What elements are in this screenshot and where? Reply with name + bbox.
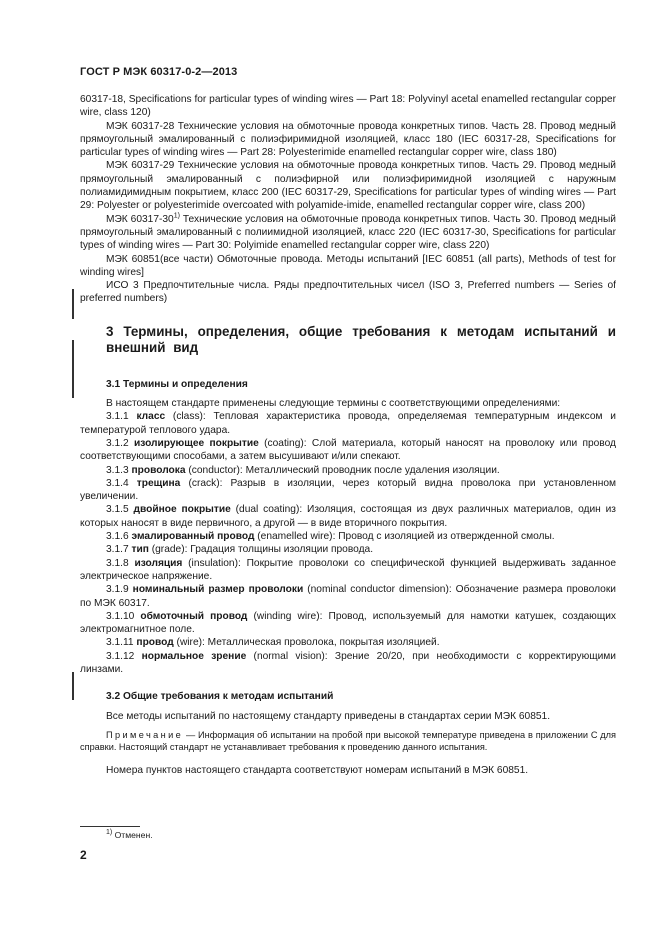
term-name: класс	[136, 411, 166, 423]
change-bar	[72, 672, 74, 700]
term-number: 3.1.3	[106, 464, 129, 476]
term-number: 3.1.9	[106, 584, 129, 596]
document-body	[80, 93, 616, 777]
reference-entry: МЭК 60317-28 Технические условия на обмоточные провода конкретных типов. Часть 28. Провод медный прямоугольный эмалированный с полиэфиримидной изоляцией, класс 180 (IEC 60317-28, Specifications for particular types of winding wires — Part 28: Polyesterimide enamelled rectangular copper wire, class 180)	[80, 120, 616, 159]
term-text: (insulation): Покрытие проволоки со специфической функцией выдерживать заданное электрическое напряжение.	[80, 557, 616, 582]
term-number: 3.1.12	[106, 650, 135, 662]
document-header: ГОСТ Р МЭК 60317-0-2—2013	[80, 66, 238, 78]
term-number: 3.1.2	[106, 437, 129, 449]
term-number: 3.1.8	[106, 557, 129, 569]
term-definition	[80, 530, 616, 543]
reference-entry	[80, 213, 616, 253]
term-name: двойное покрытие	[133, 504, 231, 516]
term-number: 3.1.6	[106, 531, 129, 543]
term-number: 3.1.5	[106, 504, 129, 516]
footnote	[106, 830, 153, 840]
note-label: Примечание	[106, 729, 184, 740]
term-definition	[80, 503, 616, 530]
term-number: 3.1.1	[106, 411, 129, 423]
term-name: нормальное зрение	[141, 650, 247, 662]
term-text: (nominal conductor dimension): Обозначение размера проволоки по МЭК 60317.	[80, 584, 616, 609]
term-definition	[80, 557, 616, 584]
term-definition	[80, 543, 616, 556]
body-paragraph: Все методы испытаний по настоящему стандарту приведены в стандартах серии МЭК 60851.	[106, 710, 551, 722]
term-name: эмалированный провод	[131, 531, 255, 543]
term-text: (dual coating): Изоляция, состоящая из двух различных материалов, один из которых наносят в виде первичного, а другой — в виде вторичного покрытия.	[80, 504, 616, 529]
term-text: (coating): Слой материала, который наносят на проволоку или провод соответствующими способами, а затем высушивают и/или спекают.	[80, 437, 616, 463]
subsection-heading: 3.2 Общие требования к методам испытаний	[106, 691, 334, 703]
term-definition	[80, 610, 616, 637]
term-definition	[80, 583, 616, 610]
reference-text: Технические условия на обмоточные провода конкретных типов. Часть 30. Провод медный прямоугольный эмалированный с полиимидной изоляцией, класс 220 (IEC 60317-30, Specifications for particular types of winding wires — Part 30: Polyimide enamelled rectangular copper wire, class 220)	[80, 213, 616, 252]
term-definition	[80, 410, 616, 437]
term-text: (crack): Разрыв в изоляции, через который видна проволока при установленном увеличении.	[80, 477, 616, 503]
change-bar	[72, 289, 74, 319]
term-definition	[80, 437, 616, 464]
term-name: изоляция	[134, 557, 183, 569]
term-text: (wire): Металлическая проволока, покрытая изоляцией.	[173, 637, 440, 649]
term-number: 3.1.4	[106, 477, 129, 489]
term-text: (class): Тепловая характеристика провода, определяемая температурным индексом и температурой теплового удара.	[80, 411, 616, 436]
term-number: 3.1.11	[106, 637, 134, 649]
reference-entry: МЭК 60851(все части) Обмоточные провода. Методы испытаний [IEC 60851 (all parts), Methods of test for winding wires]	[80, 253, 616, 278]
section-heading: 3 Термины, определения, общие требования к методам испытаний и внешний вид	[106, 323, 616, 355]
intro-paragraph: В настоящем стандарте применены следующие термины с соответствующими определениями:	[106, 398, 561, 410]
page-number: 2	[80, 848, 87, 862]
term-number: 3.1.10	[106, 610, 135, 622]
term-name: проволока	[131, 464, 186, 476]
reference-entry: МЭК 60317-29 Технические условия на обмоточные провода конкретных типов. Часть 29. Провод медный прямоугольный эмалированный с полиэфирной или полиэфиримидной изоляцией с наружным полиамидимидным покрытием, класс 200 (IEC 60317-29, Specifications for particular types of winding wires — Part 29: Polyester or polyesterimide overcoated with polyamide-imide, enamelled rectangular copper wire, class 200)	[80, 160, 616, 212]
footnote-marker: 1)	[173, 212, 180, 220]
term-number: 3.1.7	[106, 544, 129, 556]
term-name: провод	[136, 637, 174, 649]
term-name: обмоточный провод	[140, 610, 248, 622]
term-text: (normal vision): Зрение 20/20, при необходимости с корректирующими линзами.	[80, 650, 616, 675]
term-name: номинальный размер проволоки	[132, 584, 304, 596]
note-paragraph	[80, 729, 616, 754]
term-definition	[80, 477, 616, 504]
term-definition	[80, 650, 616, 677]
reference-code: МЭК 60317-30	[106, 213, 174, 225]
term-text: (winding wire): Провод, используемый для намотки катушек, создающих электромагнитное поле.	[80, 610, 616, 636]
note-text: — Информация об испытании на пробой при высокой температуре приведена в приложении С для справки. Настоящий стандарт не устанавливает требования к проведению данного испытания.	[80, 729, 616, 753]
term-name: трещина	[136, 477, 181, 489]
term-name: тип	[131, 544, 149, 556]
footnote-marker: 1)	[106, 829, 113, 837]
reference-entry: 60317-18, Specifications for particular types of winding wires — Part 18: Polyvinyl acetal enamelled rectangular copper wire, class 120)	[80, 94, 616, 119]
reference-entry: ИСО 3 Предпочтительные числа. Ряды предпочтительных чисел (ISO 3, Preferred numbers — Series of preferred numbers)	[80, 280, 616, 305]
term-name: изолирующее покрытие	[134, 437, 259, 449]
term-text: (grade): Градация толщины изоляции провода.	[148, 544, 374, 556]
term-definition	[80, 464, 616, 477]
term-text: (conductor): Металлический проводник после удаления изоляции.	[185, 464, 500, 476]
change-bar	[72, 340, 74, 398]
subsection-heading: 3.1 Термины и определения	[106, 378, 248, 390]
footnote-text: Отменен.	[112, 830, 153, 840]
term-text: (enamelled wire): Провод с изоляцией из отвержденной смолы.	[254, 531, 555, 543]
term-definition	[80, 636, 616, 649]
body-paragraph: Номера пунктов настоящего стандарта соответствуют номерам испытаний в МЭК 60851.	[106, 764, 529, 776]
footnote-rule	[80, 826, 140, 827]
